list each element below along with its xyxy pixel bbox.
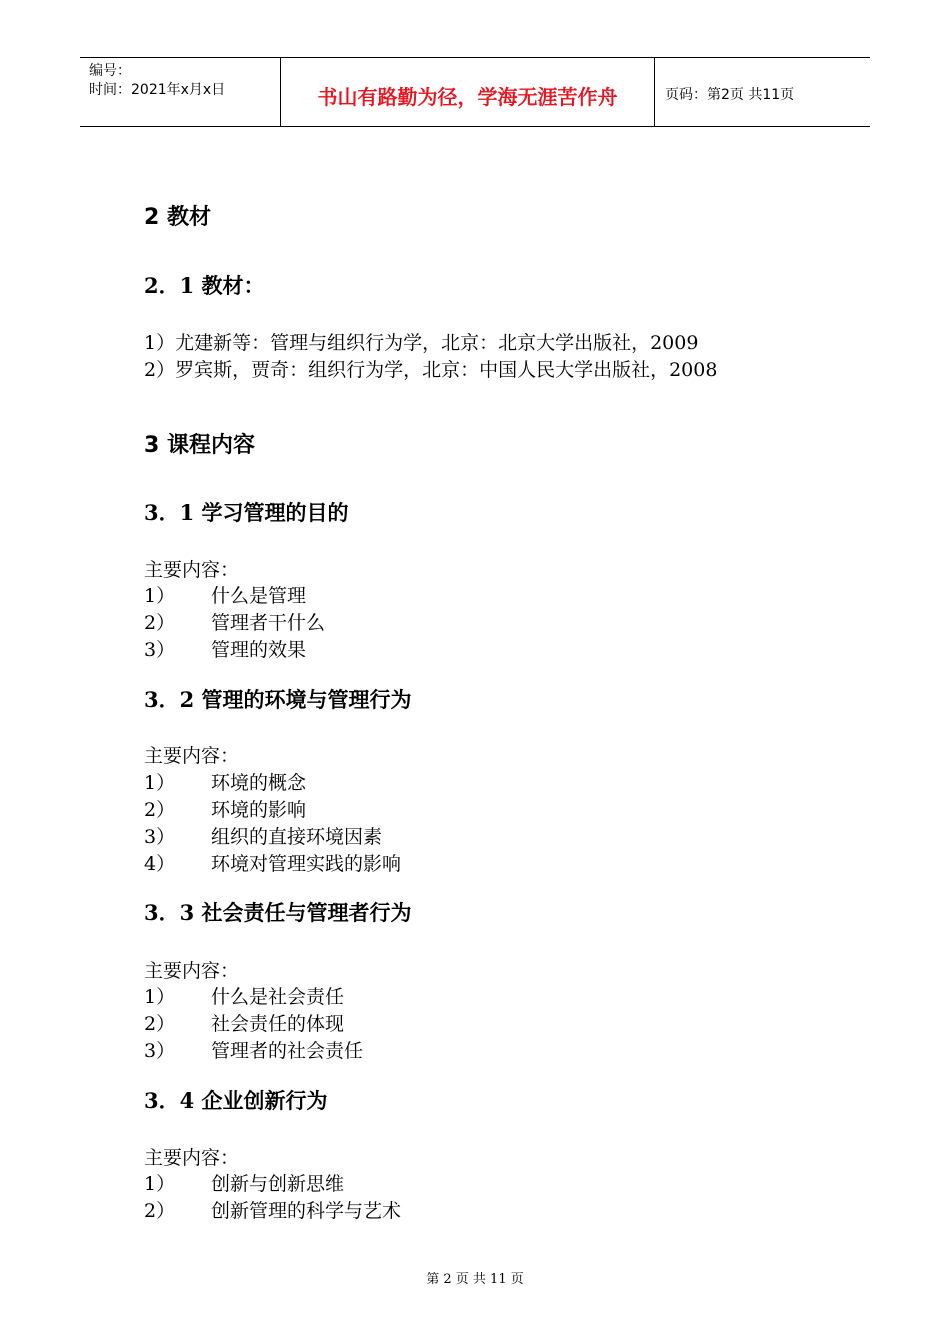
page-header xyxy=(80,57,870,127)
list-item: 1） 什么是社会责任 xyxy=(144,986,345,1008)
subsection-heading-2-1: 2．1 教材： xyxy=(144,273,265,298)
list-item: 2） 管理者干什么 xyxy=(144,612,326,634)
content-intro: 主要内容： xyxy=(144,745,240,767)
content-intro: 主要内容： xyxy=(144,559,240,581)
list-item: 1） 环境的概念 xyxy=(144,772,307,794)
header-number: 编号： xyxy=(89,63,131,79)
list-item: 4） 环境对管理实践的影响 xyxy=(144,853,402,875)
page-footer: 第 2 页 共 11 页 xyxy=(426,1272,524,1287)
header-page-info: 页码：第2页 共11页 xyxy=(665,87,795,103)
list-item: 2） 社会责任的体现 xyxy=(144,1013,345,1035)
list-item: 3） 管理者的社会责任 xyxy=(144,1040,364,1062)
subsection-heading-3-4: 3．4 企业创新行为 xyxy=(144,1088,328,1113)
header-motto: 书山有路勤为径，学海无涯苦作舟 xyxy=(281,58,655,126)
list-item: 2） 创新管理的科学与艺术 xyxy=(144,1200,402,1222)
content-intro: 主要内容： xyxy=(144,960,240,982)
content-intro: 主要内容： xyxy=(144,1147,240,1169)
header-meta xyxy=(80,58,281,126)
list-item: 1） 创新与创新思维 xyxy=(144,1173,345,1195)
list-item: 1） 什么是管理 xyxy=(144,585,307,607)
list-item: 3） 管理的效果 xyxy=(144,639,307,661)
section-heading-3: 3 课程内容 xyxy=(144,433,255,458)
textbook-line: 1）尤建新等：管理与组织行为学，北京：北京大学出版社，2009 xyxy=(144,332,699,354)
subsection-heading-3-1: 3．1 学习管理的目的 xyxy=(144,500,349,525)
list-item: 2） 环境的影响 xyxy=(144,799,307,821)
section-heading-2: 2 教材 xyxy=(144,205,211,230)
header-time: 时间：2021年x月x日 xyxy=(89,82,226,98)
subsection-heading-3-3: 3．3 社会责任与管理者行为 xyxy=(144,900,412,925)
textbook-line: 2）罗宾斯，贾奇：组织行为学，北京：中国人民大学出版社，2008 xyxy=(144,359,718,381)
subsection-heading-3-2: 3．2 管理的环境与管理行为 xyxy=(144,687,412,712)
list-item: 3） 组织的直接环境因素 xyxy=(144,826,383,848)
